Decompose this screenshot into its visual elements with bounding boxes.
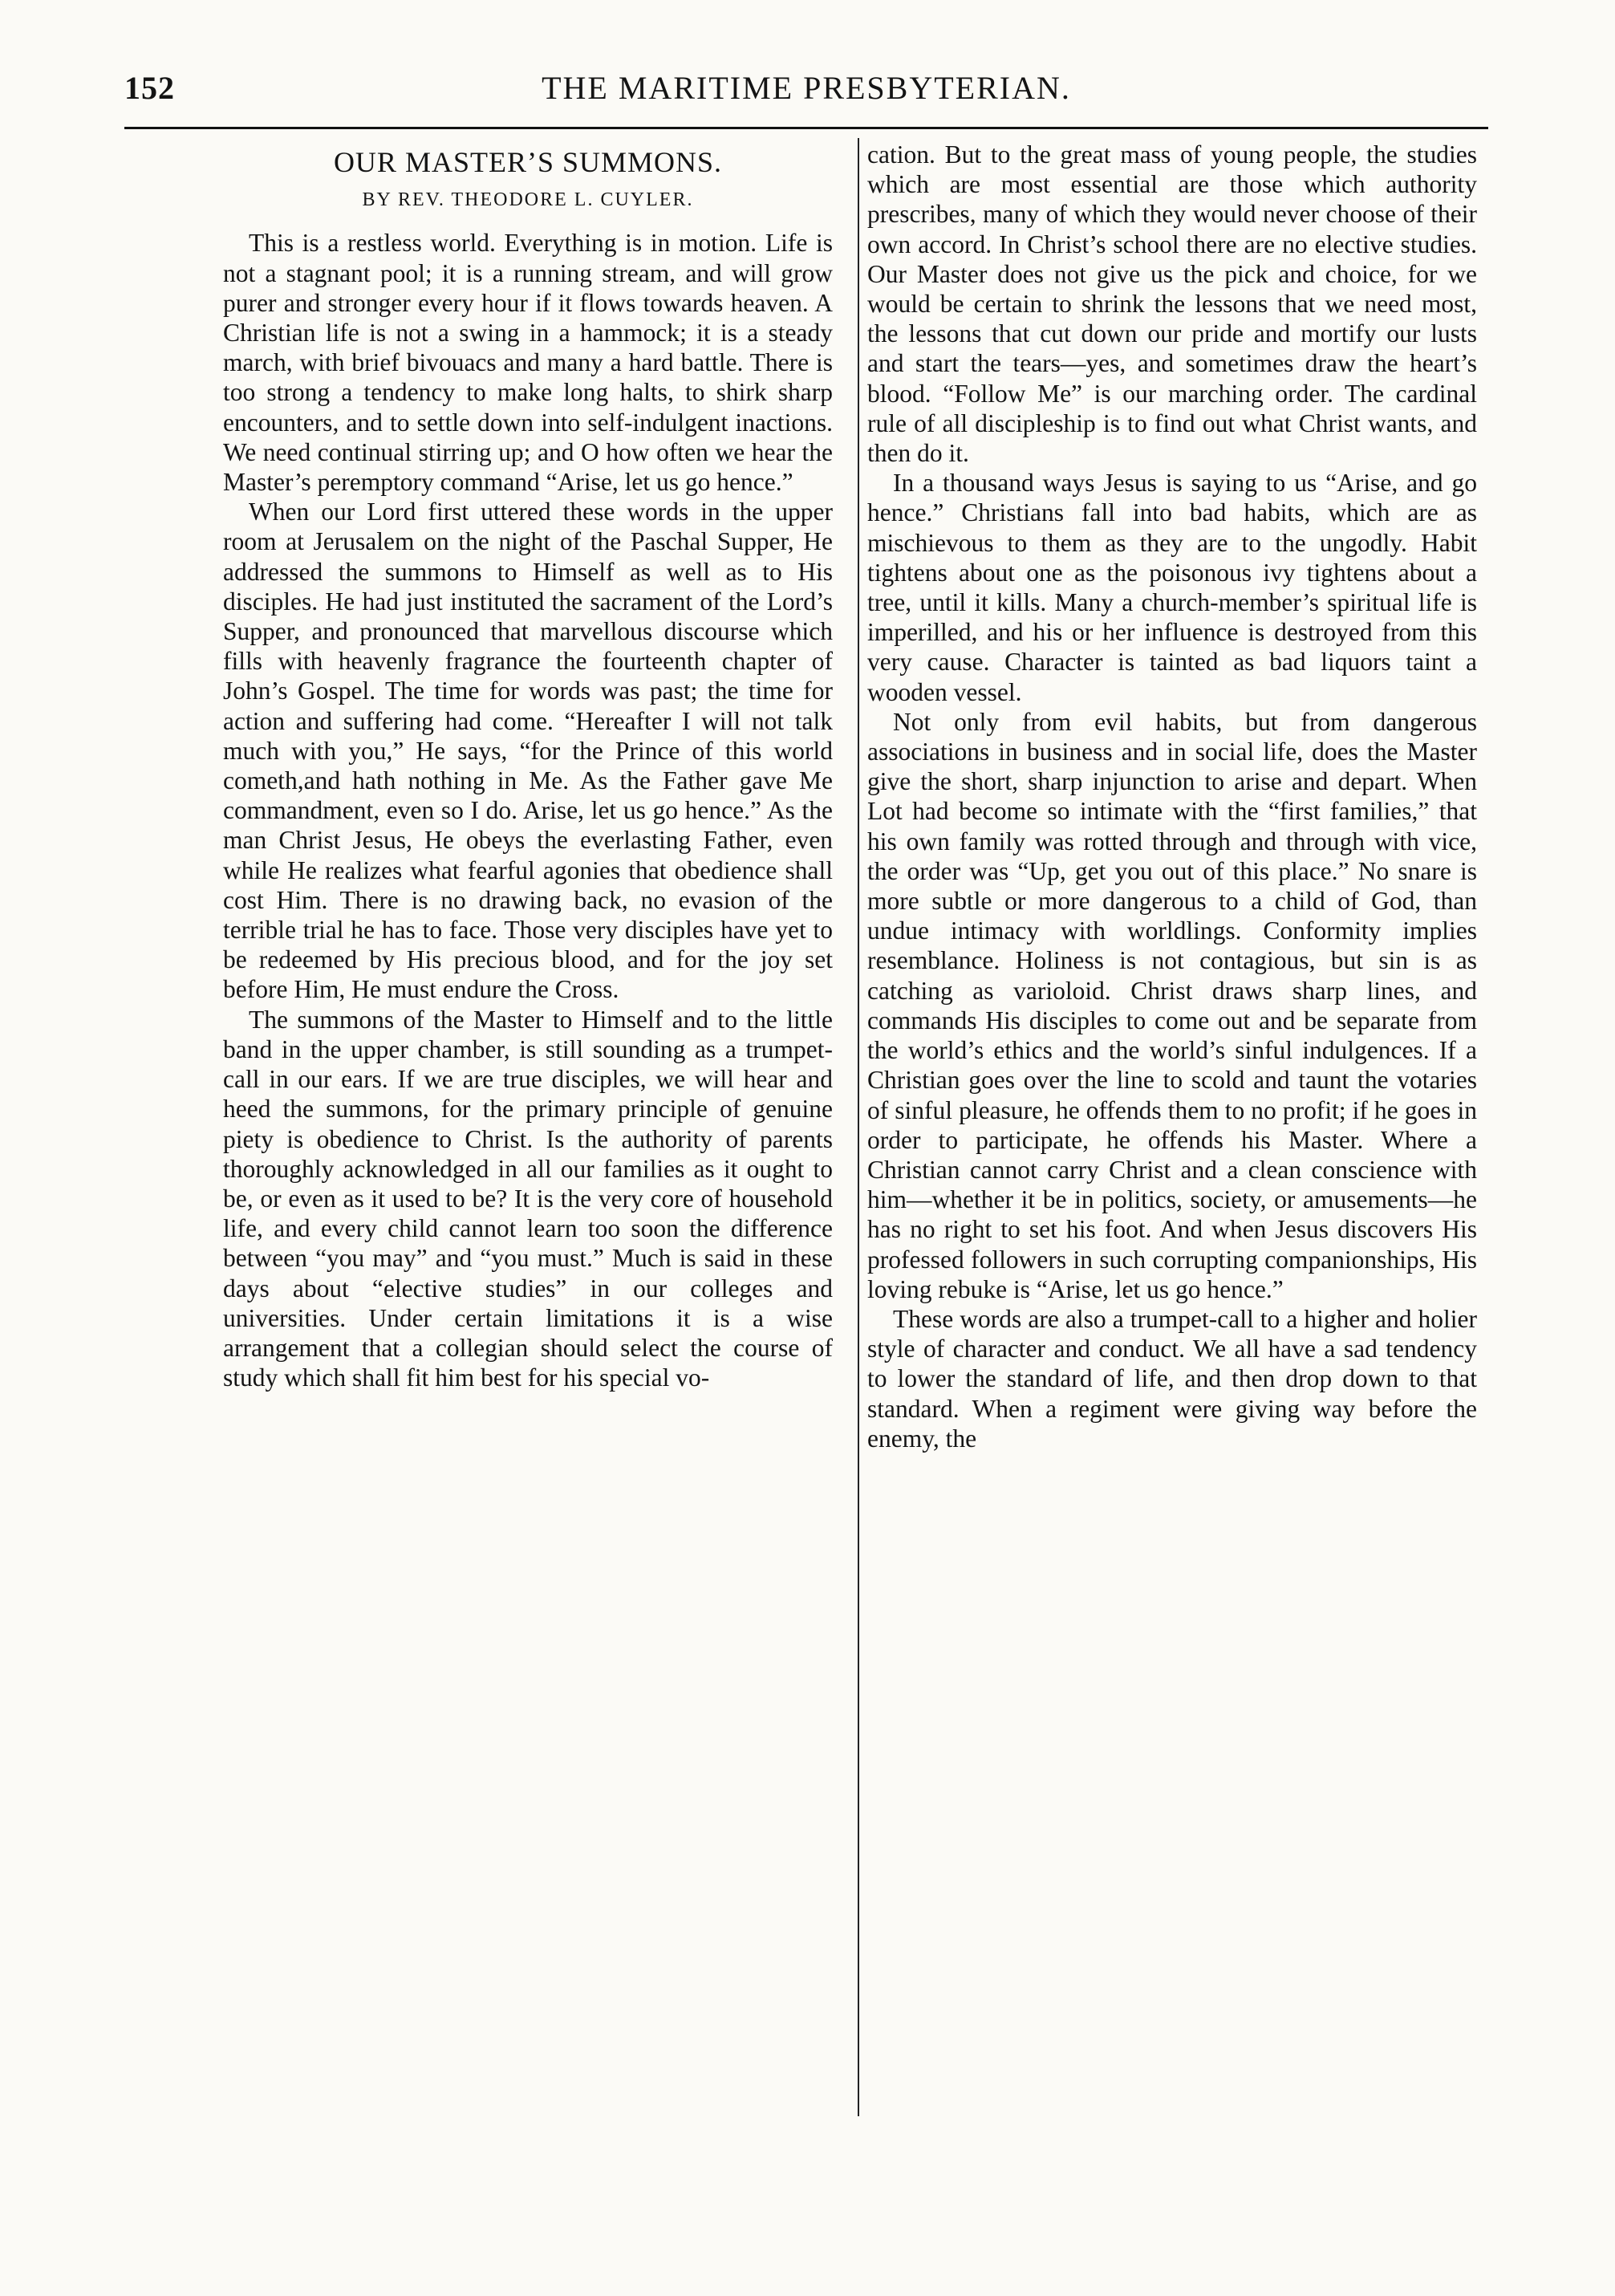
page-header	[124, 63, 1488, 119]
article-title: OUR MASTER’S SUMMONS.	[333, 146, 723, 178]
paragraph: This is a restless world. Everything is in motion. Life is not a stagnant pool; it is a running stream, and will grow purer and stronger every hour if it flows towards heaven. A Christian life is not a swing in a hammock; it is a steady march, with brief bivouacs and many a hard battle. There is too strong a tendency to make long halts, to shirk sharp encounters, and to settle down into self-indulgent inactions. We need continual stirring up; and O how often we hear the Master’s peremptory command “Arise, let us go hence.”	[223, 229, 833, 497]
paragraph: When our Lord first uttered these words in the upper room at Jerusalem on the night of the Paschal Supper, He addressed the summons to Himself as well as to His disciples. He had just instituted the sacrament of the Lord’s Supper, and pronounced that marvellous discourse which fills with heavenly fragrance the fourteenth chapter of John’s Gospel. The time for words was past; the time for action and suffering had come. “Hereafter I will not talk much with you,” He says, “for the Prince of this world cometh,and hath nothing in Me. As the Father gave Me commandment, even so I do. Arise, let us go hence.” As the man Christ Jesus, He obeys the everlasting Father, even while He realizes what fearful agonies that obedience shall cost Him. There is no drawing back, no evasion of the terrible trial he has to face. Those very disciples have yet to be redeemed by His precious blood, and for the joy set before Him, He must endure the Cross.	[223, 498, 833, 1004]
header-rule	[124, 127, 1488, 129]
right-column	[867, 140, 1477, 1453]
journal-title: THE MARITIME PRESBYTERIAN.	[542, 70, 1071, 106]
paragraph: In a thousand ways Jesus is saying to us “Arise, and go hence.” Christians fall into bad habits, which are as mischievous to them as they are to the ungodly. Habit tightens about one as the poisonous ivy tightens about a tree, until it kills. Many a church-member’s spiritual life is imperilled, and his or her influence is destroyed from this very cause. Character is tainted as bad liquors taint a wooden vessel.	[867, 469, 1477, 706]
column-divider	[858, 138, 859, 2116]
paragraph: Not only from evil habits, but from dangerous associations in business and in social life, does the Master give the short, sharp injunction to arise and depart. When Lot had become so intimate with the “first families,” that his own family was rotted through and through with vice, the order was “Up, get you out of this place.” No snare is more subtle or more dangerous to a child of God, than undue intimacy with worldlings. Conformity implies resemblance. Holiness is not contagious, but sin is as catching as varioloid. Christ draws sharp lines, and commands His disciples to come out and be separate from the world’s ethics and the world’s sinful indulgences. If a Christian goes over the line to scold and taunt the votaries of sinful pleasure, he offends them to no profit; if he goes in order to participate, he offends his Master. Where a Christian cannot carry Christ and a clean conscience with him—whether it be in politics, society, or amusements—he has no right to set his foot. And when Jesus discovers His professed followers in such corrupting companionships, His loving rebuke is “Arise, let us go hence.”	[867, 707, 1477, 1303]
paragraph-continued: cation. But to the great mass of young people, the studies which are most essential are those which authority prescribes, many of which they would never choose of their own accord. In Christ’s school there are no elective studies. Our Master does not give us the pick and choice, for we would be certain to shrink the lessons that we need most, the lessons that cut down our pride and mortify our lusts and start the tears—yes, and sometimes draw the heart’s blood. “Follow Me” is our marching order. The cardinal rule of all discipleship is to find out what Christ wants, and then do it.	[867, 140, 1477, 468]
article-byline: BY REV. THEODORE L. CUYLER.	[362, 189, 694, 211]
paragraph: The summons of the Master to Himself and to the little band in the upper chamber, is still sounding as a trumpet-call in our ears. If we are true disciples, we will hear and heed the summons, for the primary principle of genuine piety is obedience to Christ. Is the authority of parents thoroughly acknowledged in all our families as it ought to be, or even as it used to be? It is the very core of household life, and every child cannot learn too soon the difference between “you may” and “you must.” Much is said in these days about “elective studies” in our colleges and universities. Under certain limitations it is a wise arrangement that a collegian should select the course of study which shall fit him best for his special vo-	[223, 1005, 833, 1392]
paragraph: These words are also a trumpet-call to a higher and holier style of character and conduct. We all have a sad tendency to lower the standard of life, and then drop down to that standard. When a regiment were giving way before the enemy, the	[867, 1304, 1477, 1453]
page-number: 152	[124, 70, 175, 106]
left-column	[223, 143, 833, 1392]
